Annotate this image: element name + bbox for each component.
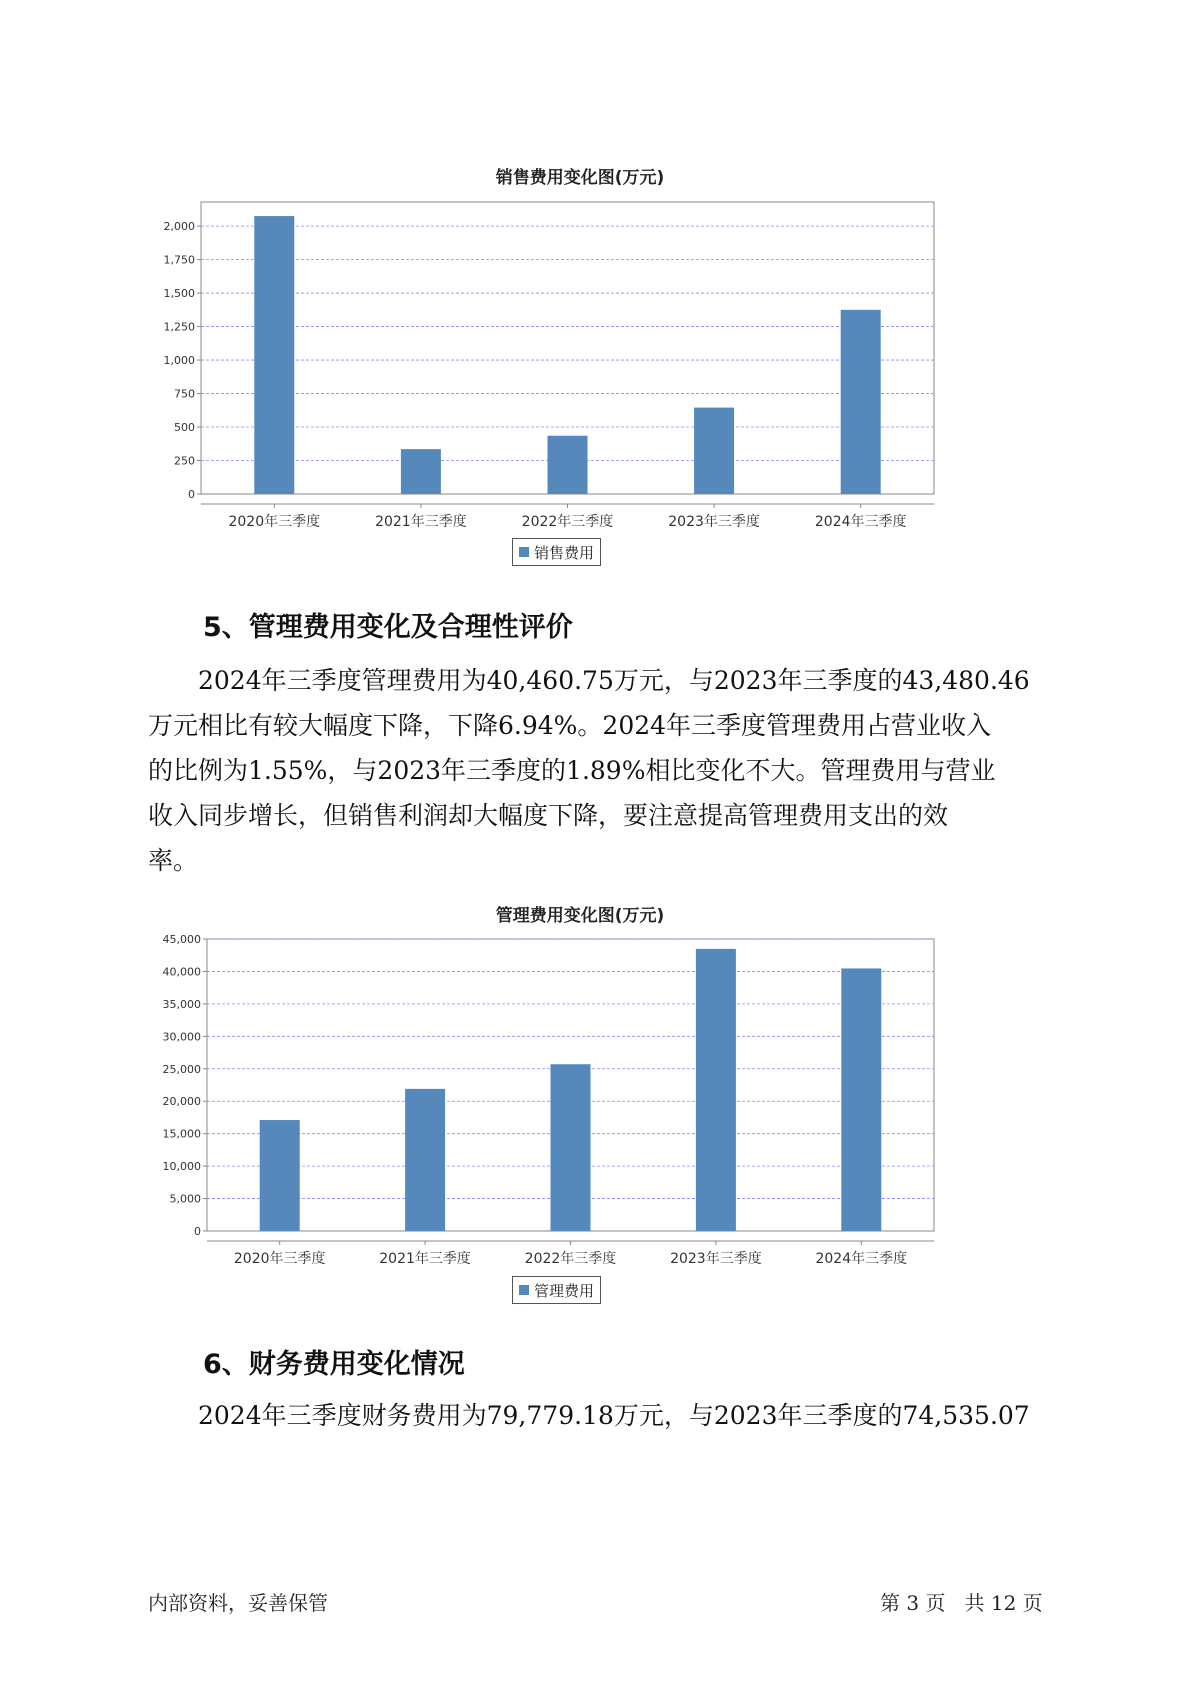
y-tick-label: 2,000 [163,220,195,234]
x-tick-label: 2023年三季度 [668,514,760,530]
paragraph-line: 的比例为1.55%，与2023年三季度的1.89%相比变化不大。管理费用与营业 [148,756,996,785]
paragraph-line: 2024年三季度财务费用为79,779.18万元，与2023年三季度的74,535.07 [198,1401,1030,1430]
x-tick-label: 2022年三季度 [524,1251,617,1267]
y-tick-label: 750 [174,387,195,401]
y-tick-label: 250 [174,454,195,468]
y-tick-label: 10,000 [162,1160,201,1174]
paragraph-line: 收入同步增长，但销售利润却大幅度下降，要注意提高管理费用支出的效 [148,801,949,830]
x-tick-label: 2021年三季度 [379,1251,471,1267]
y-tick-label: 1,250 [163,320,195,334]
sales-chart-legend [512,538,601,566]
y-tick-label: 30,000 [162,1030,201,1044]
y-tick-label: 1,500 [163,287,195,301]
x-tick-label: 2020年三季度 [228,514,321,530]
footer-page-number: 第 3 页 共 12 页 [880,1591,1043,1615]
bar [551,1064,591,1231]
bar [548,436,588,494]
y-tick-label: 25,000 [162,1062,201,1076]
y-tick-label: 5,000 [169,1192,201,1206]
sales-legend-label: 销售费用 [534,543,595,562]
bar [401,449,441,494]
y-tick-label: 1,000 [163,354,195,368]
y-tick-label: 0 [194,1225,201,1238]
y-tick-label: 0 [188,488,195,501]
x-tick-label: 2024年三季度 [815,1251,908,1267]
x-tick-label: 2022年三季度 [521,514,614,530]
bar [841,968,881,1231]
bar [841,310,881,494]
admin-expense-paragraph [148,658,1078,883]
bar [405,1089,445,1231]
bar [260,1120,300,1231]
y-tick-label: 45,000 [162,933,201,946]
admin-legend-label: 管理费用 [534,1281,595,1300]
y-tick-label: 35,000 [162,997,201,1011]
admin-expense-heading: 5、管理费用变化及合理性评价 [203,612,573,643]
x-tick-label: 2020年三季度 [233,1251,326,1267]
y-tick-label: 15,000 [162,1127,201,1141]
legend-swatch [519,1285,529,1295]
paragraph-line: 万元相比有较大幅度下降，下降6.94%。2024年三季度管理费用占营业收入 [148,711,992,740]
footer-left: 内部资料，妥善保管 [148,1591,328,1615]
bar [694,408,734,494]
sales-chart [140,160,1020,580]
finance-expense-paragraph [148,1393,1078,1438]
admin-chart-plot [140,898,1020,1278]
bar [254,216,294,494]
y-tick-label: 40,000 [162,965,201,979]
legend-swatch [519,547,529,557]
finance-expense-heading: 6、财务费用变化情况 [203,1349,465,1380]
admin-chart-legend [512,1276,601,1304]
x-tick-label: 2021年三季度 [375,514,467,530]
sales-chart-title: 销售费用变化图(万元) [495,168,665,188]
admin-chart-title: 管理费用变化图(万元) [495,906,665,926]
y-tick-label: 20,000 [162,1095,201,1109]
admin-chart [140,898,1020,1318]
paragraph-line: 2024年三季度管理费用为40,460.75万元，与2023年三季度的43,480.46 [198,666,1030,695]
sales-chart-plot [140,160,1020,540]
y-tick-label: 500 [174,421,195,435]
x-tick-label: 2024年三季度 [814,514,907,530]
bar [696,949,736,1231]
x-tick-label: 2023年三季度 [670,1251,762,1267]
y-tick-label: 1,750 [163,253,195,267]
paragraph-line: 率。 [148,846,199,875]
